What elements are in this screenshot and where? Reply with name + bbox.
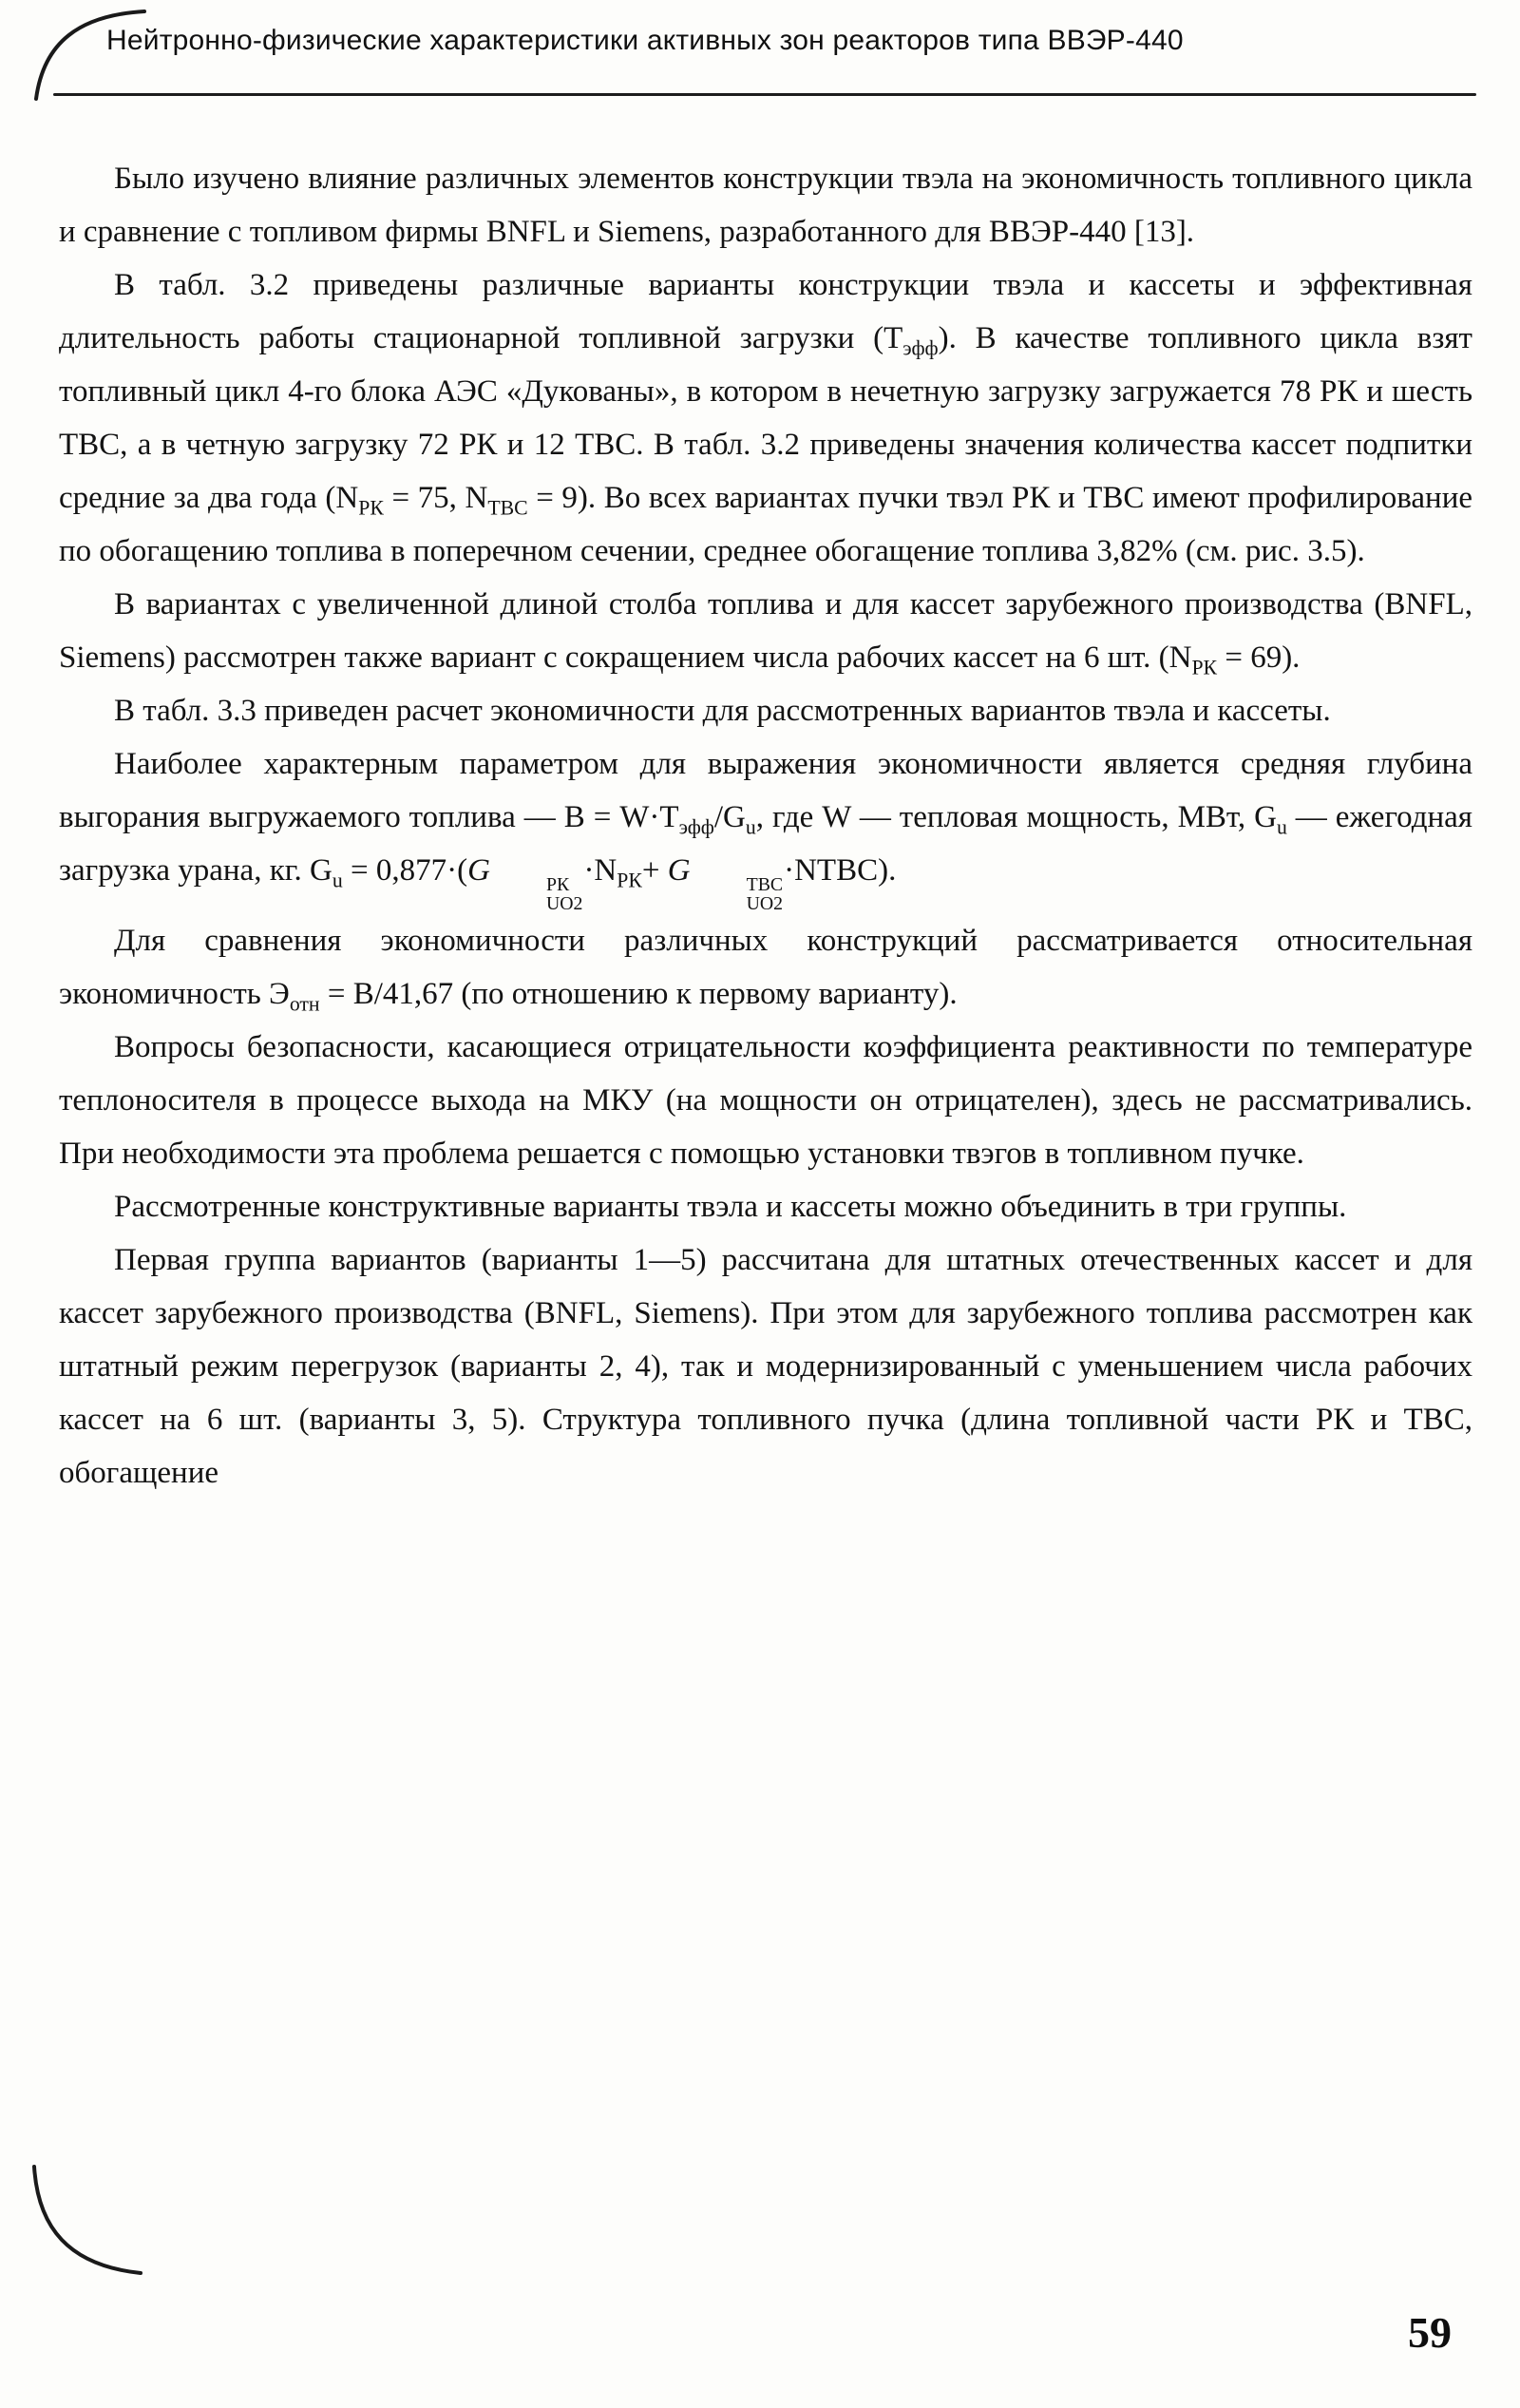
running-head-title: Нейтронно-физические характеристики активных зон реакторов типа ВВЭР-440 [106,25,1184,56]
paragraph: Было изучено влияние различных элементов конструкции твэла на экономичность топливного цикла и сравнение с топливом фирмы BNFL и Siemens, разработанного для ВВЭР-440 [13]. [59,162,1472,249]
sup-sub-stack: ТВС UO2 [746,873,784,915]
sup-sub-stack: РК UO2 [545,873,583,915]
paragraph: Для сравнения экономичности различных конструкций рассматривается относительная экономичность $Э_{отн} = В/41,67$ (по отношению к первому варианту). [59,924,1472,1016]
text-body [59,152,1472,1500]
paragraph: Первая группа вариантов (варианты 1—5) рассчитана для штатных отечественных кассет и для кассет зарубежного производства (BNFL, Siemens). При этом для зарубежного топлива рассмотрен как штатный режим перегрузок (варианты 2, 4), так и модернизированный с уменьшением числа рабочих кассет на 6 шт. (варианты 3, 5). Структура топливного пучка (длина топливной части РК и ТВС, обогащение [59,1243,1472,1491]
paragraph: В табл. 3.2 приведены различные варианты конструкции твэла и кассеты и эффективная длительность работы стационарной топливной загрузки $(Т_{эфф})$. В качестве топливного цикла взят топливный цикл 4-го блока АЭС «Дукованы», в котором в нечетную загрузку загружается 78 РК и шесть ТВС, а в четную загрузку 72 РК и 12 ТВС. В табл. 3.2 приведены значения количества кассет подпитки средние за два года ($N_{РК} = 75$, $N_{ТВС} = 9$). Во всех вариантах пучки твэл РК и ТВС имеют профилирование по обогащению топлива в поперечном сечении, среднее обогащение топлива 3,82% (см. рис. 3.5). [59,268,1472,568]
header-rule [53,93,1476,96]
bottom-left-curve-decoration [34,2167,141,2273]
paragraph: Рассмотренные конструктивные варианты твэла и кассеты можно объединить в три группы. [114,1190,1347,1225]
paragraph: В вариантах с увеличенной длиной столба топлива и для кассет зарубежного производства (BNFL, Siemens) рассмотрен также вариант с сокращением числа рабочих кассет на 6 шт. $(N_{РК} = 69)$. [59,587,1472,679]
paragraph: Вопросы безопасности, касающиеся отрицательности коэффициента реактивности по температуре теплоносителя в процессе выхода на МКУ (на мощности он отрицателен), здесь не рассматривались. При необходимости эта проблема решается с помощью установки твэгов в топливном пучке. [59,1030,1472,1172]
page-number: 59 [1408,2308,1452,2357]
paragraph: Наиболее характерным параметром для выражения экономичности является средняя глубина выгорания выгружаемого топлива — $В = W\cdot Т_{эфф}/G_u$, где W — тепловая мощность, МВт, $G_u$ — ежегодная загрузка урана, кг. $G_u = 0,877\cdot(G$ РК UO2 $\cdot N_{РК}+ G$ ТВС UO2 ·NТВС). [59,747,1472,915]
paragraph: В табл. 3.3 приведен расчет экономичности для рассмотренных вариантов твэла и кассеты. [114,694,1331,728]
